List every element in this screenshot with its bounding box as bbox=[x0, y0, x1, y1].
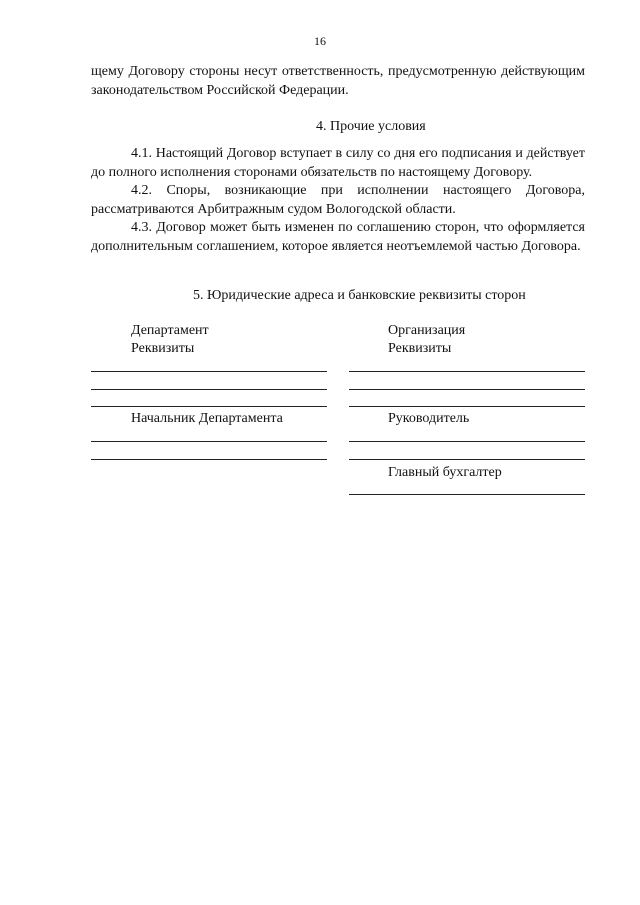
right-details-line-2 bbox=[349, 389, 585, 390]
clause-4-3: 4.3. Договор может быть изменен по соглашению сторон, что оформляется дополнительным соглашением, которое является неотъемлемой частью Договора. bbox=[91, 220, 585, 254]
right-party-label: Организация bbox=[388, 323, 466, 338]
left-details-line-2 bbox=[91, 389, 327, 390]
left-details-label: Реквизиты bbox=[131, 341, 195, 356]
page-number: 16 bbox=[314, 34, 326, 48]
left-signatory-label: Начальник Департамента bbox=[131, 411, 283, 426]
left-party-label: Департамент bbox=[131, 323, 209, 338]
right-signature-line-1 bbox=[349, 441, 585, 442]
right-signature-line-2 bbox=[349, 459, 585, 460]
right-details-line-1 bbox=[349, 371, 585, 372]
intro-paragraph: щему Договору стороны несут ответственность, предусмотренную действующим законодательством Российской Федерации. bbox=[91, 64, 585, 98]
left-details-line-1 bbox=[91, 371, 327, 372]
section-4-heading: 4. Прочие условия bbox=[316, 119, 426, 134]
section-5-heading: 5. Юридические адреса и банковские реквизиты сторон bbox=[193, 288, 526, 303]
right-accountant-line bbox=[349, 494, 585, 495]
left-signature-line-2 bbox=[91, 459, 327, 460]
right-details-line-3 bbox=[349, 406, 585, 407]
left-signature-line-1 bbox=[91, 441, 327, 442]
right-details-label: Реквизиты bbox=[388, 341, 452, 356]
clause-4-1: 4.1. Настоящий Договор вступает в силу со дня его подписания и действует до полного исполнения сторонами обязательств по настоящему Договору. bbox=[91, 146, 585, 180]
right-accountant-label: Главный бухгалтер bbox=[388, 465, 502, 480]
right-signatory-label: Руководитель bbox=[388, 411, 470, 426]
clause-4-2: 4.2. Споры, возникающие при исполнении настоящего Договора, рассматриваются Арбитражным судом Вологодской области. bbox=[91, 183, 585, 217]
left-details-line-3 bbox=[91, 406, 327, 407]
